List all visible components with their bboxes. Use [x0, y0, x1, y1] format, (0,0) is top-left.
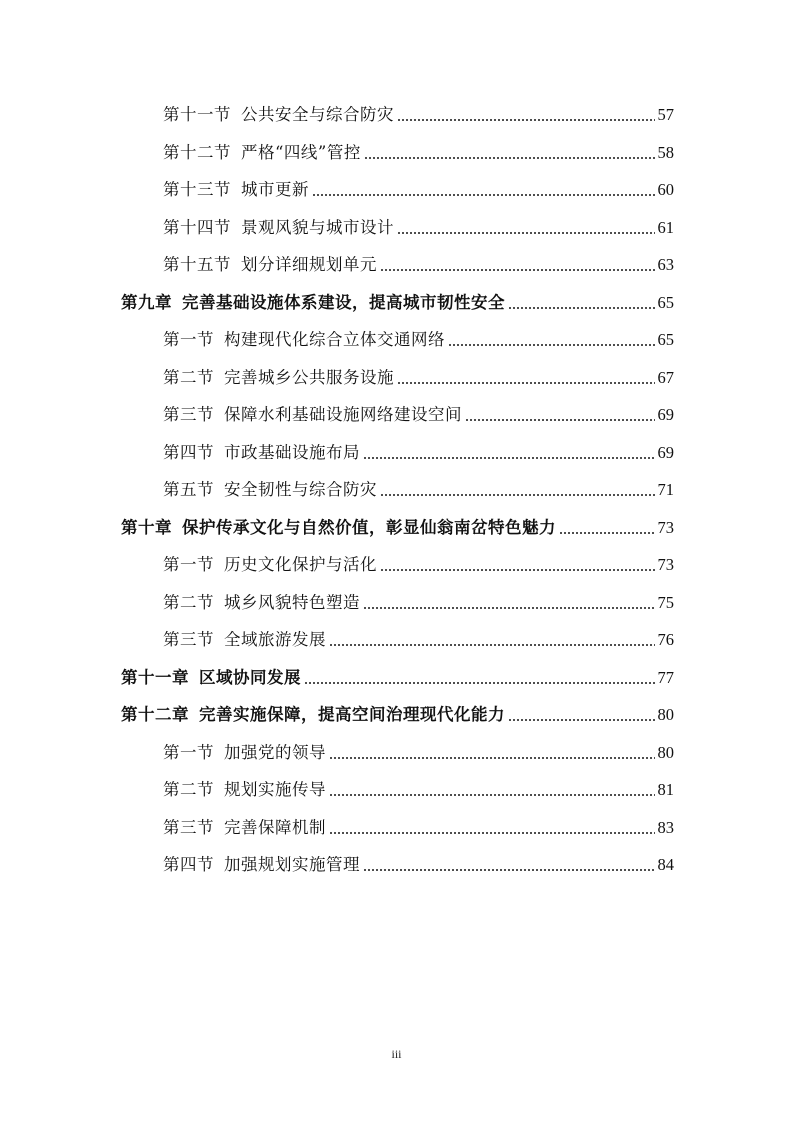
- toc-entry-number: 第一节: [163, 330, 214, 349]
- toc-chapter-title: 完善基础设施体系建设，提高城市韧性安全: [182, 292, 505, 312]
- toc-chapter-title: 区域协同发展: [199, 667, 301, 687]
- dot-leader: [397, 382, 655, 384]
- toc-entry-label: [163, 443, 360, 463]
- toc-entry-title: 景观风貌与城市设计: [241, 217, 394, 237]
- dot-leader: [304, 682, 655, 684]
- toc-entry-number: 第一节: [163, 555, 214, 574]
- toc-entry-title: 保障水利基础设施网络建设空间: [224, 405, 462, 424]
- toc-entry-number: 第五节: [163, 480, 214, 499]
- dot-leader: [448, 344, 655, 346]
- toc-entry-label: [163, 818, 326, 838]
- toc-entry-label: [121, 668, 301, 688]
- toc-chapter-entry[interactable]: [121, 289, 674, 313]
- toc-entry-label: [163, 218, 394, 238]
- toc-chapter-number: 第十章: [121, 517, 172, 537]
- toc-entry-label: [121, 293, 505, 313]
- toc-entry[interactable]: [163, 551, 674, 575]
- toc-entry[interactable]: [163, 401, 674, 425]
- toc-entry-number: 第三节: [163, 817, 214, 837]
- toc-chapter-entry[interactable]: [121, 514, 674, 538]
- toc-entry-label: [163, 630, 326, 650]
- dot-leader: [397, 119, 655, 121]
- toc-entry-number: 第二节: [163, 592, 214, 612]
- dot-leader: [397, 232, 655, 234]
- toc-page-number: 63: [657, 255, 674, 274]
- toc-entry-number: 第十五节: [163, 255, 231, 274]
- toc-entry-title: 完善城乡公共服务设施: [224, 367, 394, 387]
- toc-entry-number: 第十三节: [163, 180, 231, 199]
- toc-entry-label: [121, 518, 556, 538]
- toc-entry-label: [163, 255, 377, 275]
- dot-leader: [329, 832, 655, 834]
- toc-page-number: 69: [657, 405, 674, 424]
- toc-page-number: 67: [657, 367, 674, 387]
- toc-entry-number: 第四节: [163, 855, 214, 874]
- dot-leader: [380, 569, 655, 571]
- dot-leader: [312, 194, 655, 196]
- toc-page-number: 61: [657, 217, 674, 237]
- toc-entry-title: 构建现代化综合立体交通网络: [224, 330, 445, 349]
- toc-entry-label: [163, 555, 377, 575]
- dot-leader: [329, 757, 655, 759]
- toc-chapter-number: 第十二章: [121, 705, 189, 724]
- toc-page-number: 77: [657, 667, 674, 687]
- toc-entry-label: [163, 180, 309, 200]
- dot-leader: [508, 307, 655, 309]
- toc-entry[interactable]: [163, 851, 674, 875]
- toc-entry-title: 加强党的领导: [224, 742, 326, 762]
- dot-leader: [329, 794, 655, 796]
- toc-page-number: 65: [657, 330, 674, 349]
- dot-leader: [363, 457, 655, 459]
- toc-entry-number: 第十二节: [163, 142, 231, 162]
- toc-chapter-number: 第十一章: [121, 667, 189, 687]
- toc-page-number: 71: [657, 480, 674, 499]
- toc-entry-label: [163, 593, 360, 613]
- toc-page-number: 80: [657, 742, 674, 762]
- toc-chapter-title: 完善实施保障，提高空间治理现代化能力: [199, 705, 505, 724]
- toc-entry-title: 全域旅游发展: [224, 630, 326, 649]
- toc-entry[interactable]: [163, 626, 674, 650]
- toc-chapter-entry[interactable]: [121, 664, 674, 688]
- toc-page-number: 58: [657, 142, 674, 162]
- dot-leader: [363, 607, 655, 609]
- toc-entry-title: 划分详细规划单元: [241, 255, 377, 274]
- toc-entry-title: 规划实施传导: [224, 780, 326, 799]
- toc-entry-number: 第三节: [163, 405, 214, 424]
- toc-entry-label: [163, 330, 445, 350]
- toc-entry[interactable]: [163, 589, 674, 613]
- toc-entry-title: 完善保障机制: [224, 817, 326, 837]
- footer-page-number: iii: [391, 1047, 402, 1061]
- dot-leader: [465, 419, 655, 421]
- toc-entry-title: 严格“四线”管控: [241, 142, 361, 162]
- toc-entry-title: 公共安全与综合防灾: [241, 105, 394, 124]
- dot-leader: [508, 719, 655, 721]
- toc-entry-number: 第十一节: [163, 105, 231, 124]
- toc-entry-label: [163, 480, 377, 500]
- toc-page-number: 75: [657, 592, 674, 612]
- toc-page-number: 81: [657, 780, 674, 799]
- dot-leader: [559, 532, 655, 534]
- toc-page-number: 60: [657, 180, 674, 199]
- toc-entry-title: 安全韧性与综合防灾: [224, 480, 377, 499]
- toc-entry[interactable]: [163, 364, 674, 388]
- toc-entry-number: 第二节: [163, 367, 214, 387]
- toc-entry[interactable]: [163, 326, 674, 350]
- toc-entry-label: [163, 143, 361, 163]
- toc-page-number: 76: [657, 630, 674, 649]
- toc-entry-label: [163, 105, 394, 125]
- toc-chapter-entry[interactable]: [121, 701, 674, 725]
- toc-entry[interactable]: [163, 139, 674, 163]
- toc-entry[interactable]: [163, 251, 674, 275]
- toc-entry[interactable]: [163, 176, 674, 200]
- toc-entry[interactable]: [163, 101, 674, 125]
- toc-page-number: 73: [657, 555, 674, 574]
- toc-entry[interactable]: [163, 476, 674, 500]
- toc-page-number: 80: [657, 705, 674, 724]
- toc-entry-label: [121, 705, 505, 725]
- toc-page-number: 65: [657, 292, 674, 312]
- toc-entry-number: 第四节: [163, 442, 214, 462]
- toc-entry-label: [163, 743, 326, 763]
- toc-entry-label: [163, 405, 462, 425]
- toc-page-number: 84: [657, 855, 674, 874]
- toc-entry-title: 加强规划实施管理: [224, 855, 360, 874]
- toc-chapter-title: 保护传承文化与自然价值，彰显仙翁南岔特色魅力: [182, 517, 556, 537]
- toc-chapter-number: 第九章: [121, 292, 172, 312]
- toc-page-number: 57: [657, 105, 674, 124]
- toc-page-number: 73: [657, 517, 674, 537]
- toc-entry-number: 第二节: [163, 780, 214, 799]
- dot-leader: [329, 644, 655, 646]
- toc-entry-label: [163, 855, 360, 875]
- dot-leader: [363, 869, 655, 871]
- toc-entry-title: 历史文化保护与活化: [224, 555, 377, 574]
- toc-page-number: 69: [657, 442, 674, 462]
- dot-leader: [380, 269, 655, 271]
- toc-entry[interactable]: [163, 814, 674, 838]
- dot-leader: [380, 494, 655, 496]
- toc-entry-number: 第三节: [163, 630, 214, 649]
- toc-entry[interactable]: [163, 776, 674, 800]
- toc-entry-title: 城市更新: [241, 180, 309, 199]
- toc-entry[interactable]: [163, 439, 674, 463]
- toc-entry[interactable]: [163, 214, 674, 238]
- toc-entry-number: 第十四节: [163, 217, 231, 237]
- toc-page-number: 83: [657, 817, 674, 837]
- toc-entry-label: [163, 780, 326, 800]
- toc-entry-title: 市政基础设施布局: [224, 442, 360, 462]
- toc-entry-label: [163, 368, 394, 388]
- toc-entry-number: 第一节: [163, 742, 214, 762]
- toc-entry[interactable]: [163, 739, 674, 763]
- dot-leader: [364, 157, 655, 159]
- toc-entry-title: 城乡风貌特色塑造: [224, 592, 360, 612]
